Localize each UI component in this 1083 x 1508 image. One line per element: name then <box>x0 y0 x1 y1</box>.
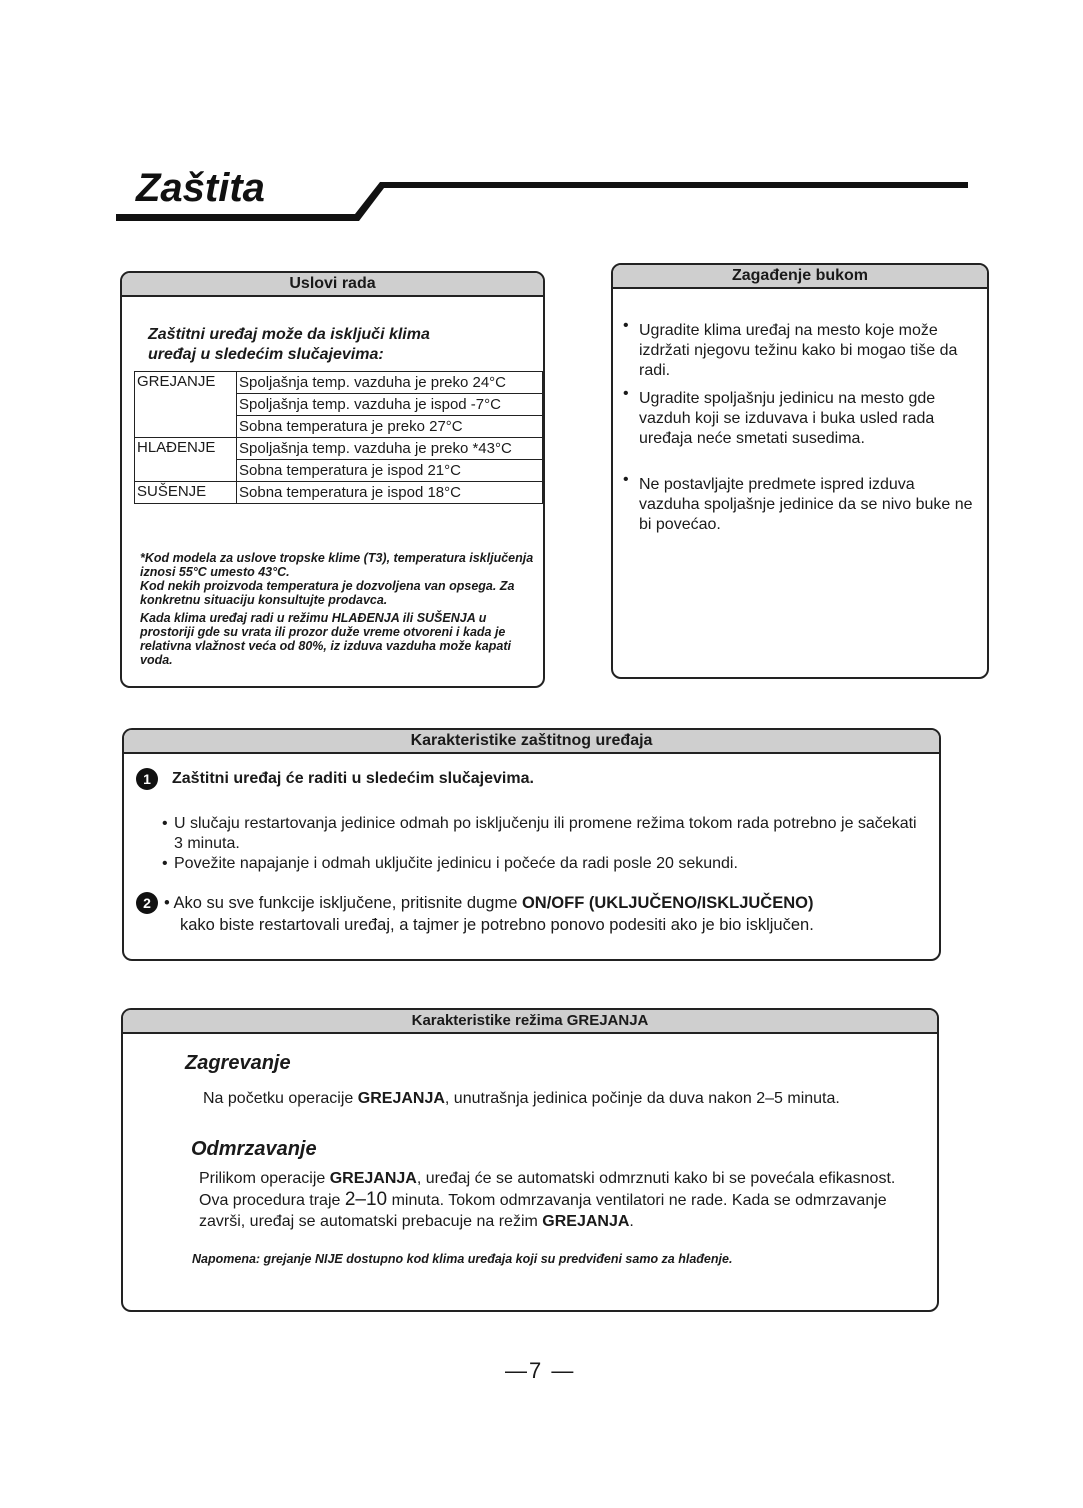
noise-list <box>623 321 978 535</box>
mode-cell: SUŠENJE <box>135 482 237 504</box>
table-row <box>135 394 543 416</box>
note-condensation: Kada klima uređaj radi u režimu HLAĐENJA ili SUŠENJA u prostoriji gde su vrata ili prozor duže vreme otvoreni i kada je relativna vlažnost veća od 80%, iz izduva vazduha može kapati voda. <box>140 611 511 667</box>
condition-cell: Spoljašnja temp. vazduha je preko 24°C <box>237 372 543 394</box>
protection-features-box <box>122 728 941 961</box>
operating-conditions-intro: Zaštitni uređaj može da isključi klima uređaj u sledećim slučajevima: <box>148 326 430 363</box>
operating-conditions-header: Uslovi rada <box>122 273 543 297</box>
heating-mode-box <box>121 1008 939 1312</box>
mode-cell: GREJANJE <box>135 372 237 394</box>
note-tropical: *Kod modela za uslove tropske klime (T3), temperatura isključenja iznosi 55°C umesto 43°C. <box>140 551 534 579</box>
list-item: • Ne postavljajte predmete ispred izduva vazduha spoljašnje jedinice da se nivo buke ne bi povećao. <box>623 475 978 535</box>
condition-cell: Sobna temperatura je ispod 21°C <box>237 460 543 482</box>
operating-conditions-notes <box>140 551 535 671</box>
table-row <box>135 372 543 394</box>
table-row <box>135 460 543 482</box>
note-range: Kod nekih proizvoda temperatura je dozvoljena van opsega. Za konkretnu situaciju konsultujte prodavca. <box>140 579 515 607</box>
condition-cell: Spoljašnja temp. vazduha je ispod -7°C <box>237 394 543 416</box>
table-row <box>135 416 543 438</box>
noise-pollution-box <box>611 263 989 679</box>
mode-cell <box>135 394 237 416</box>
noise-pollution-header: Zagađenje bukom <box>613 265 987 289</box>
mode-cell <box>135 416 237 438</box>
number-2-icon: 2 <box>136 892 158 914</box>
page-title: Zaštita <box>136 166 265 210</box>
condition-cell: Sobna temperatura je ispod 18°C <box>237 482 543 504</box>
warming-title: Zagrevanje <box>185 1052 291 1074</box>
onoff-label: ON/OFF (UKLJUČENO/ISKLJUČENO) <box>521 894 814 912</box>
number-1-icon: 1 <box>136 768 158 790</box>
mode-cell: HLAĐENJE <box>135 438 237 460</box>
protection-heading-1-text: Zaštitni uređaj će raditi u sledećim slučajevima. <box>172 770 534 787</box>
conditions-table <box>134 371 543 504</box>
mode-cell <box>135 460 237 482</box>
item2-line2: kako biste restartovali uređaj, a tajmer je potrebno ponovo podesiti ako je bio isključen. <box>180 916 814 934</box>
operating-conditions-box <box>120 271 545 688</box>
list-item: • U slučaju restartovanja jedinice odmah po isključenju ili promene režima tokom rada potrebno je sačekati 3 minuta. <box>160 814 920 854</box>
table-row <box>135 482 543 504</box>
page-number: —7 — <box>505 1358 576 1383</box>
list-item: • Ugradite klima uređaj na mesto koje može izdržati njegovu težinu kako bi mogao tiše da radi. <box>623 321 978 381</box>
protection-features-header: Karakteristike zaštitnog uređaja <box>124 730 939 754</box>
condition-cell: Spoljašnja temp. vazduha je preko *43°C <box>237 438 543 460</box>
protection-item-2: 2 • Ako su sve funkcije isključene, pritisnite dugme ON/OFF (UKLJUČENO/ISKLJUČENO) kako biste restartovali uređaj, a tajmer je potrebno ponovo podesiti ako je bio isključen. <box>136 892 926 936</box>
protection-heading-1 <box>136 768 534 790</box>
defrost-text: Prilikom operacije GREJANJA, uređaj će se automatski odmrznuti kako bi se povećala efikasnost. Ova procedura traje 2–10 minuta. Tokom odmrzavanja ventilatori ne rade. Kada se odmrzavanje završi, uređaj se automatski prebacuje na režim GREJANJA. <box>199 1170 896 1230</box>
item2-text: Ako su sve funkcije isključene, pritisnite dugme <box>173 894 522 912</box>
heating-note: Napomena: grejanje NIJE dostupno kod klima uređaja koji su predviđeni samo za hlađenje. <box>192 1252 733 1266</box>
condition-cell: Sobna temperatura je preko 27°C <box>237 416 543 438</box>
list-item: • Ugradite spoljašnju jedinicu na mesto gde vazduh koji se izduvava i buka usled rada uređaja neće smetati susedima. <box>623 389 978 449</box>
protection-bullets <box>160 814 920 874</box>
heating-mode-header: Karakteristike režima GREJANJA <box>123 1010 937 1034</box>
list-item: • Povežite napajanje i odmah uključite jedinicu i počeće da radi posle 20 sekundi. <box>160 854 920 874</box>
defrost-title: Odmrzavanje <box>191 1138 317 1160</box>
warming-text: Na početku operacije GREJANJA, unutrašnja jedinica počinje da duva nakon 2–5 minuta. <box>203 1090 840 1107</box>
table-row <box>135 438 543 460</box>
